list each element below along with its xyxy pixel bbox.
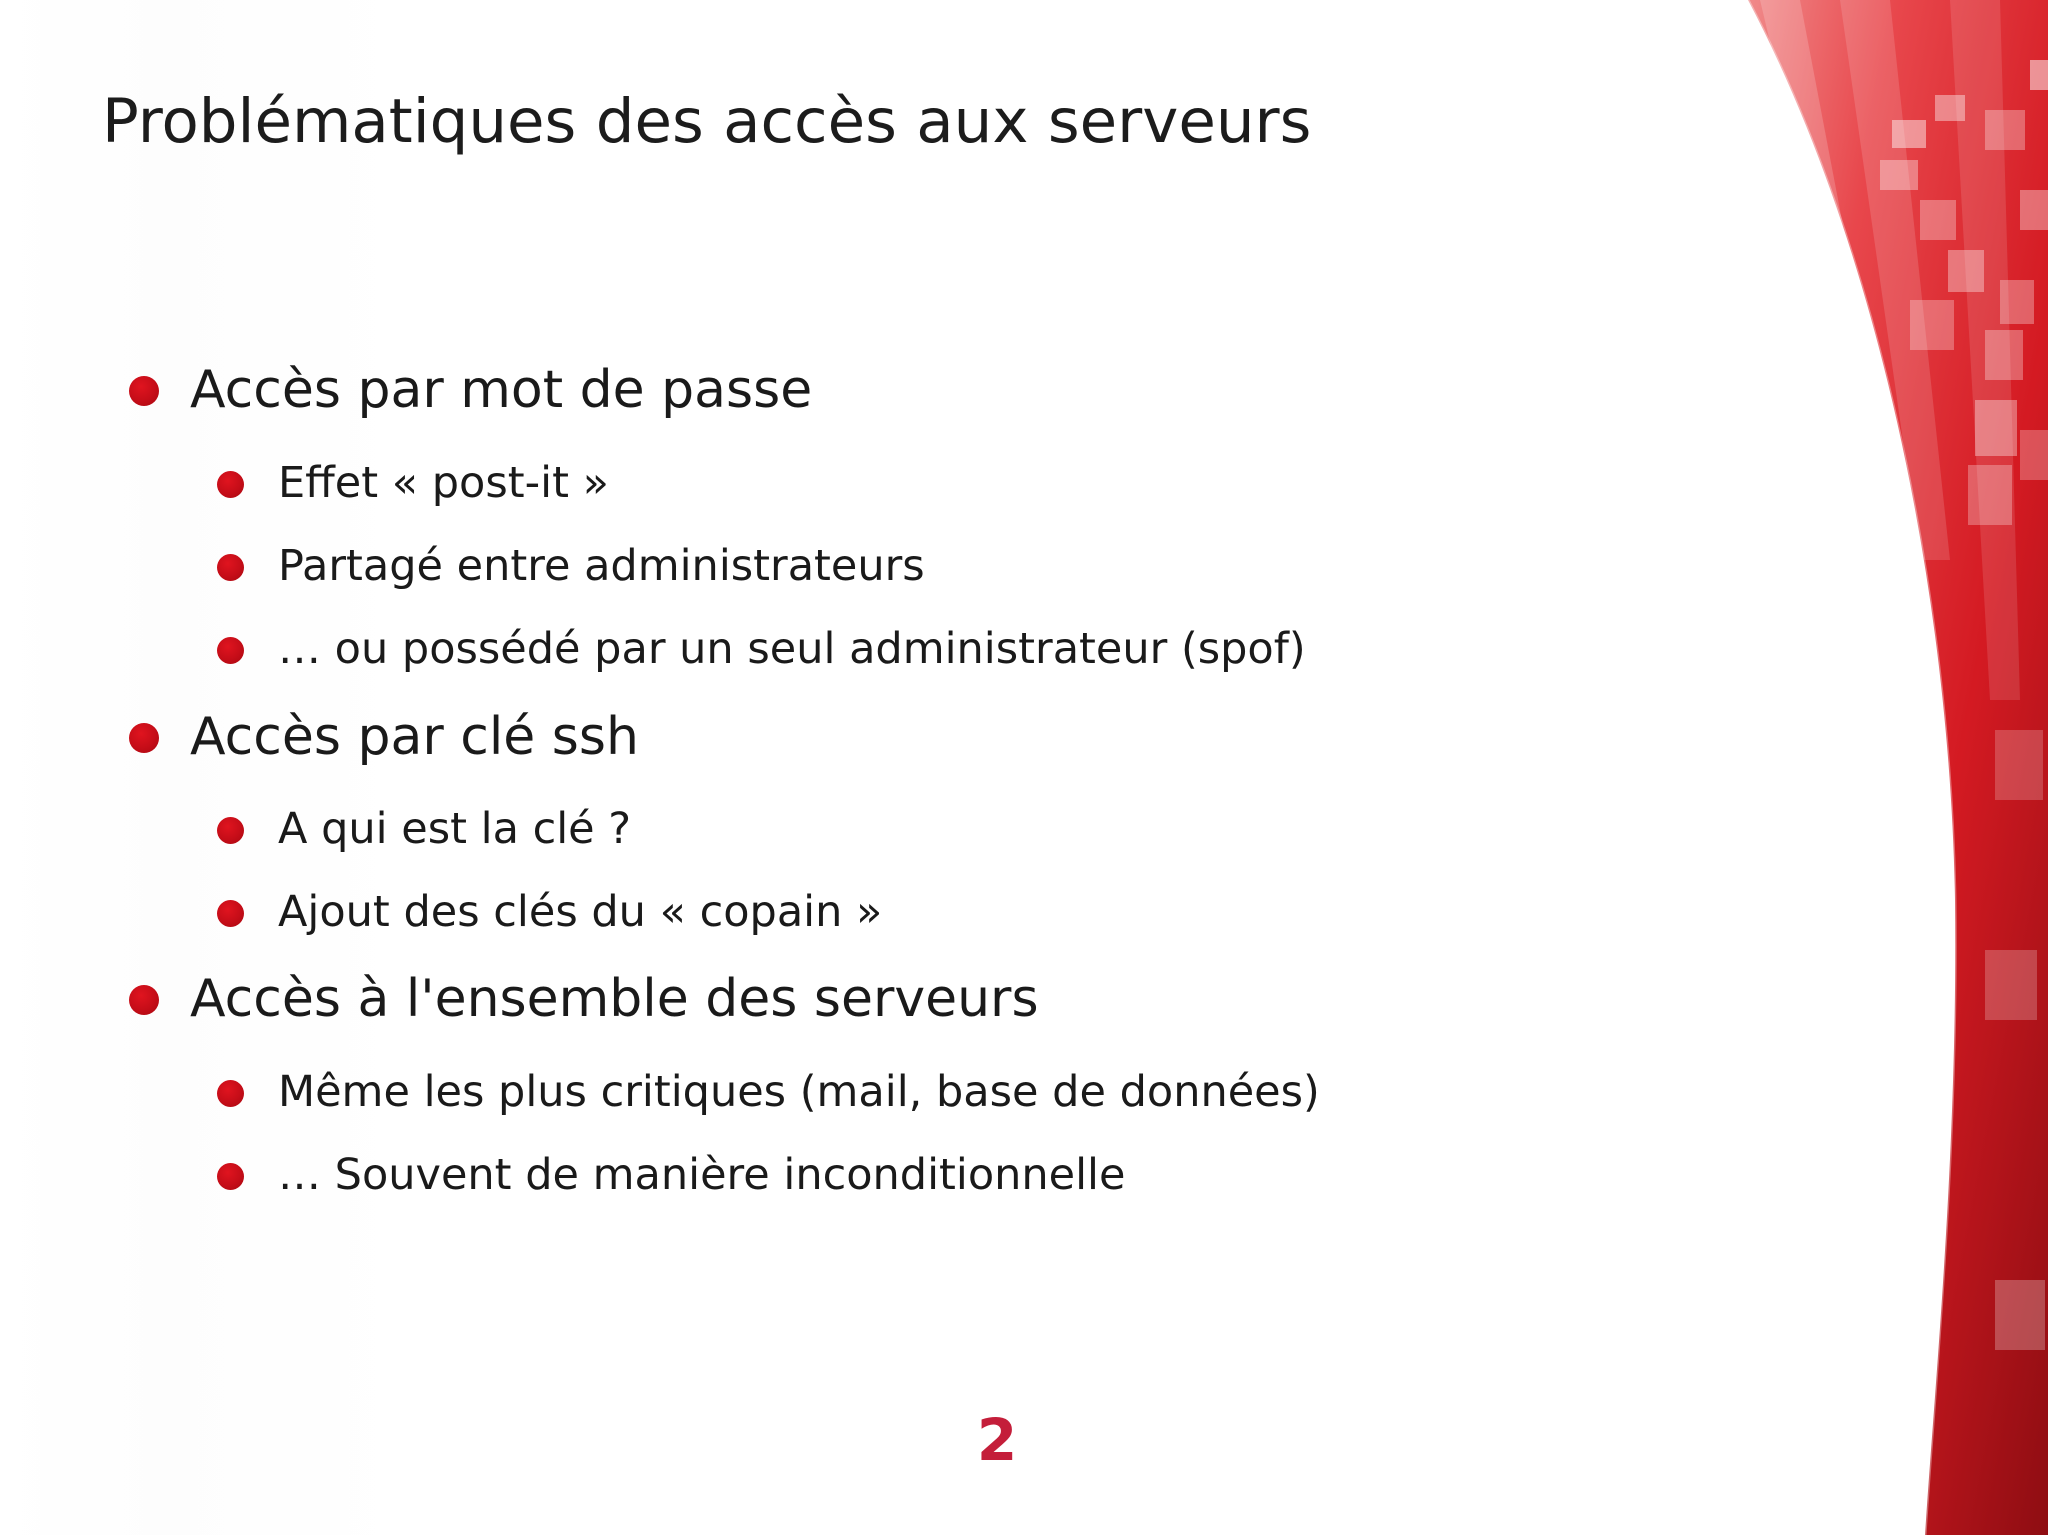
list-item: Partagé entre administrateurs xyxy=(278,541,925,591)
list-item: Ajout des clés du « copain » xyxy=(278,887,883,937)
bullet-dot-icon xyxy=(129,723,159,753)
bullet-dot-icon xyxy=(217,554,244,581)
bullet-dot-icon xyxy=(217,1163,244,1190)
list-item: Accès par mot de passe xyxy=(190,360,813,420)
bullet-dot-icon xyxy=(217,900,244,927)
bullet-dot-icon xyxy=(129,985,159,1015)
slide-title: Problématiques des accès aux serveurs xyxy=(102,86,1312,157)
list-item: Accès par clé ssh xyxy=(190,707,639,767)
bullet-dot-icon xyxy=(217,817,244,844)
list-item: A qui est la clé ? xyxy=(278,804,632,854)
page-number: 2 xyxy=(976,1406,1018,1474)
list-item: … Souvent de manière inconditionnelle xyxy=(278,1150,1126,1200)
bullet-dot-icon xyxy=(217,1080,244,1107)
list-item: Accès à l'ensemble des serveurs xyxy=(190,969,1039,1029)
bullet-dot-icon xyxy=(217,471,244,498)
list-item: Effet « post-it » xyxy=(278,458,609,508)
list-item: … ou possédé par un seul administrateur (spof) xyxy=(278,624,1306,674)
bullet-dot-icon xyxy=(217,637,244,664)
list-item: Même les plus critiques (mail, base de données) xyxy=(278,1067,1320,1117)
bullet-dot-icon xyxy=(129,376,159,406)
